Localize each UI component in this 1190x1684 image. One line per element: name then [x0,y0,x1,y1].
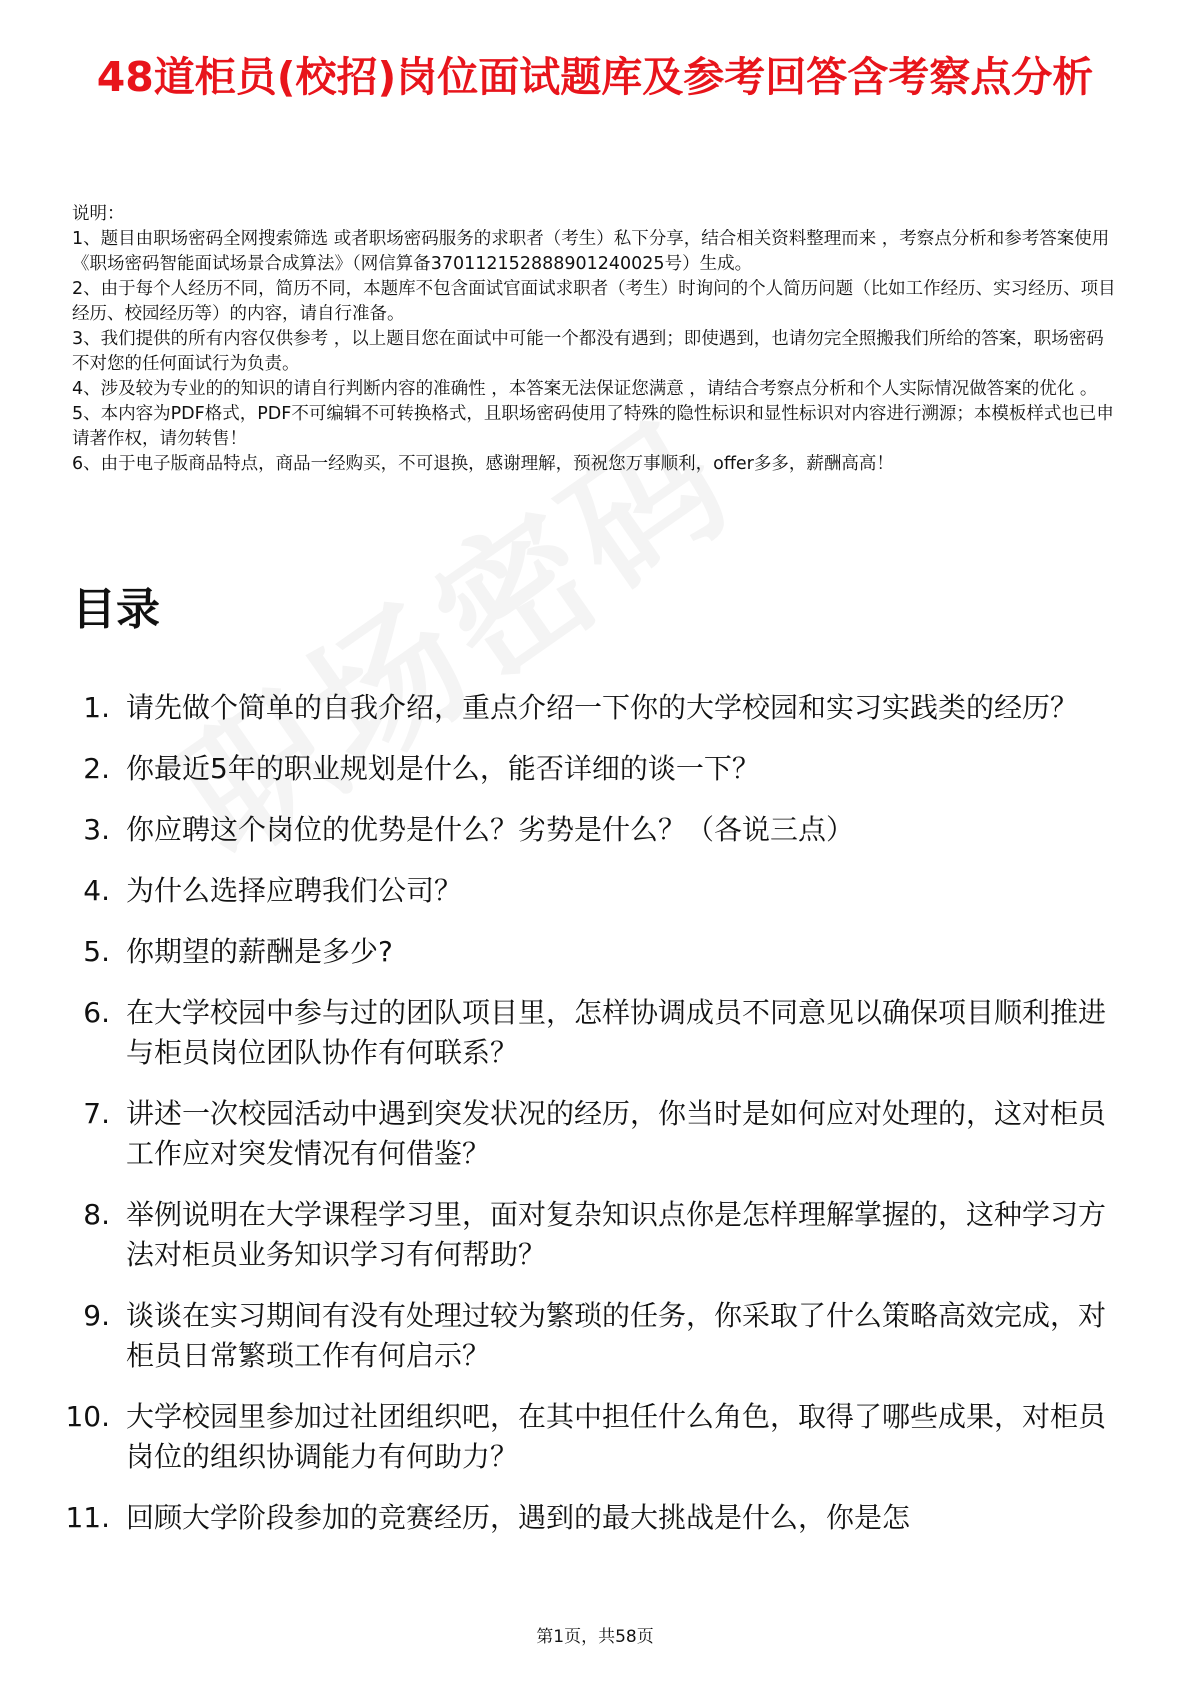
toc-item[interactable] [60,688,1120,728]
toc-list [60,688,1120,1559]
toc-item-text: 请先做个简单的自我介绍，重点介绍一下你的大学校园和实习实践类的经历？ [126,691,1079,724]
page-footer: 第1页，共58页 [536,1627,654,1647]
note-item: 1、题目由职场密码全网搜索筛选 或者职场密码服务的求职者（考生）私下分享，结合相关资料整理而来 ，考察点分析和参考答案使用《职场密码智能面试场景合成算法》（网信算备370112152888901240025号）生成。 [72,229,1110,274]
toc-item-number: 3. [83,813,110,846]
note-item: 3、我们提供的所有内容仅供参考 ，以上题目您在面试中可能一个都没有遇到；即使遇到，也请勿完全照搬我们所给的答案，职场密码不对您的任何面试行为负责。 [72,329,1104,374]
toc-item[interactable] [60,993,1120,1073]
toc-item-text: 在大学校园中参与过的团队项目里，怎样协调成员不同意见以确保项目顺利推进与柜员岗位团队协作有何联系？ [126,996,1107,1069]
note-item: 6、由于电子版商品特点，商品一经购买，不可退换，感谢理解，预祝您万事顺利，offer多多，薪酬高高！ [72,454,894,474]
toc-item-number: 11. [65,1501,110,1534]
note-item: 2、由于每个人经历不同，简历不同，本题库不包含面试官面试求职者（考生）时询问的个人简历问题（比如工作经历、实习经历、项目经历、校园经历等）的内容，请自行准备。 [72,279,1116,324]
toc-item[interactable] [60,1498,1120,1538]
toc-item-number: 2. [83,752,110,785]
toc-item-text: 大学校园里参加过社团组织吧，在其中担任什么角色，取得了哪些成果，对柜员岗位的组织协调能力有何助力？ [126,1400,1107,1473]
toc-item-number: 4. [83,874,110,907]
note-item: 5、本内容为PDF格式，PDF不可编辑不可转换格式，且职场密码使用了特殊的隐性标识和显性标识对内容进行溯源；本模板样式也已申请著作权，请勿转售！ [72,404,1114,449]
toc-item[interactable] [60,1397,1120,1477]
toc-item-text: 你期望的薪酬是多少? [126,935,393,968]
toc-item[interactable] [60,810,1120,850]
toc-item[interactable] [60,749,1120,789]
toc-item-text: 你最近5年的职业规划是什么，能否详细的谈一下？ [126,752,760,785]
toc-item-text: 为什么选择应聘我们公司？ [126,874,463,907]
toc-item-number: 9. [83,1299,110,1332]
toc-heading: 目录 [72,584,160,635]
toc-item-text: 讲述一次校园活动中遇到突发状况的经历，你当时是如何应对处理的，这对柜员工作应对突发情况有何借鉴？ [126,1097,1107,1170]
notes-heading: 说明： [72,204,125,224]
notes-section [72,202,1118,477]
toc-item-text: 举例说明在大学课程学习里，面对复杂知识点你是怎样理解掌握的，这种学习方法对柜员业务知识学习有何帮助？ [126,1198,1107,1271]
document-title: 48道柜员(校招)岗位面试题库及参考回答含考察点分析 [96,53,1094,101]
toc-item[interactable] [60,871,1120,911]
toc-item-text: 回顾大学阶段参加的竞赛经历，遇到的最大挑战是什么，你是怎 [126,1501,911,1534]
toc-item-number: 1. [83,691,110,724]
toc-item-text: 你应聘这个岗位的优势是什么？劣势是什么？（各说三点） [126,813,855,846]
toc-item-text: 谈谈在实习期间有没有处理过较为繁琐的任务，你采取了什么策略高效完成，对柜员日常繁琐工作有何启示？ [126,1299,1107,1372]
toc-item[interactable] [60,1296,1120,1376]
toc-item-number: 10. [65,1400,110,1433]
toc-item-number: 8. [83,1198,110,1231]
toc-item-number: 5. [83,935,110,968]
toc-item[interactable] [60,932,1120,972]
toc-item[interactable] [60,1195,1120,1275]
toc-item[interactable] [60,1094,1120,1174]
toc-item-number: 6. [83,996,110,1029]
toc-item-number: 7. [83,1097,110,1130]
note-item: 4、涉及较为专业的的知识的请自行判断内容的准确性 ，本答案无法保证您满意 ，请结合考察点分析和个人实际情况做答案的优化 。 [72,379,1098,399]
